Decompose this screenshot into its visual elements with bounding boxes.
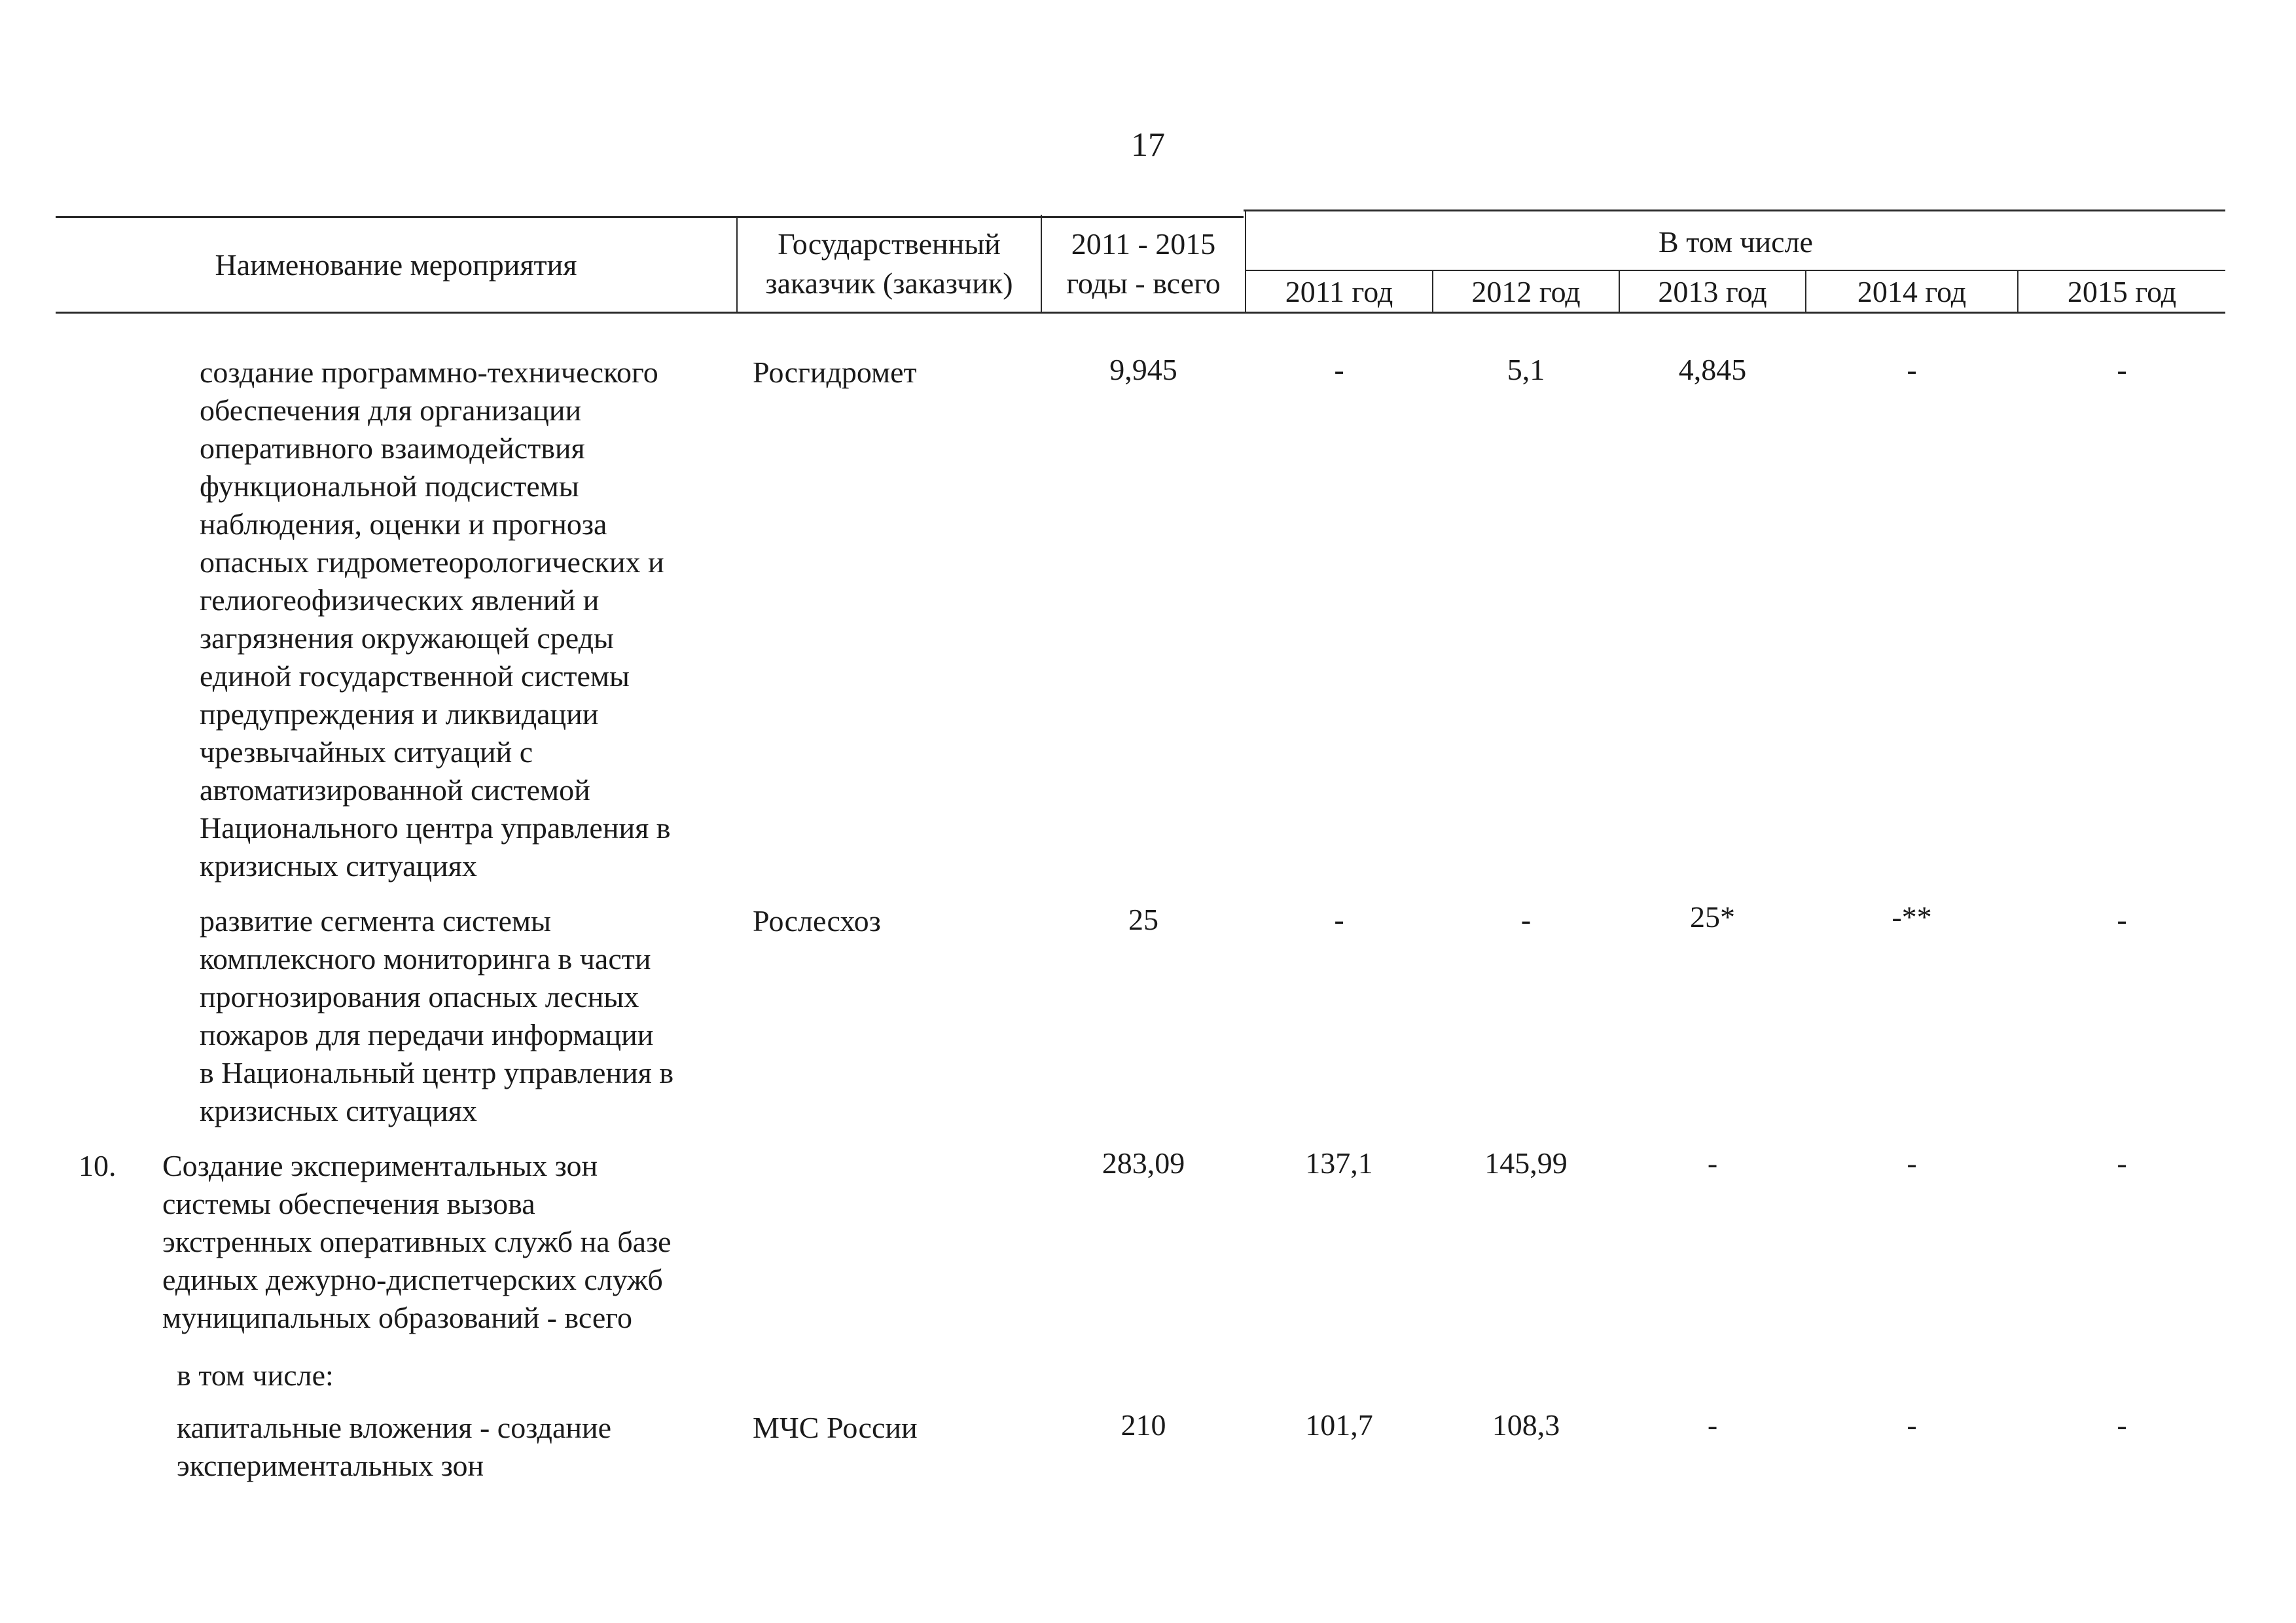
- header-year-2014: 2014 год: [1857, 275, 1967, 308]
- header-top-rule-left: [56, 216, 1244, 218]
- row-year-2011: -: [1334, 903, 1344, 936]
- row-year-2012: 145,99: [1484, 1146, 1568, 1180]
- row-description: капитальные вложения - создание экспериментальных зон: [177, 1411, 612, 1482]
- row-description: Создание экспериментальных зон системы обеспечения вызова экстренных оперативных служб на базе единых дежурно-диспетчерских служб муниципальных образований - всего: [162, 1149, 672, 1334]
- row-year-2012: 5,1: [1507, 353, 1545, 386]
- page-number: 17: [1131, 126, 1165, 164]
- row-year-2012: 108,3: [1492, 1408, 1560, 1442]
- row-description: создание программно-технического обеспечения для организации оперативного взаимодействия функциональной подсистемы наблюдения, оценки и прогноза опасных гидрометеорологических и гелиогеофизических явлений и загрязнения окружающей среды единой государственной системы предупреждения и ликвидации чрезвычайных ситуаций с автоматизированной системой Национального центра управления в кризисных ситуациях: [200, 356, 671, 883]
- row-description: развитие сегмента системы комплексного мониторинга в части прогнозирования опасных лесных пожаров для передачи информации в Национальный центр управления в кризисных ситуациях: [200, 904, 674, 1127]
- row-year-2015: -: [2117, 1146, 2127, 1180]
- row-year-2013: -: [1707, 1146, 1718, 1180]
- row-description: в том числе:: [177, 1359, 334, 1392]
- row-year-2013: -: [1707, 1408, 1718, 1442]
- header-year-2013: 2013 год: [1658, 275, 1767, 308]
- row-year-2011: -: [1334, 353, 1344, 386]
- row-total: 283,09: [1102, 1146, 1185, 1180]
- row-year-2013: 25*: [1690, 900, 1735, 934]
- header-bottom-rule: [56, 312, 2225, 314]
- header-year-2015: 2015 год: [2067, 275, 2177, 308]
- row-year-2015: -: [2117, 1408, 2127, 1442]
- header-top-rule: [1244, 210, 2225, 211]
- row-year-2014: -: [1907, 1146, 1917, 1180]
- row-year-2015: -: [2117, 353, 2127, 386]
- row-year-2014: -**: [1892, 900, 1932, 934]
- row-customer: Рослесхоз: [753, 904, 881, 938]
- header-customer-line1: Государственный: [778, 227, 1001, 261]
- row-year-2014: -: [1907, 1408, 1917, 1442]
- row-number: 10.: [79, 1149, 117, 1182]
- header-year-2012: 2012 год: [1471, 275, 1581, 308]
- header-including-rule: [1245, 270, 2225, 271]
- row-total: 210: [1121, 1408, 1166, 1442]
- row-year-2012: -: [1520, 903, 1532, 936]
- header-name: Наименование мероприятия: [215, 248, 577, 282]
- row-year-2011: 101,7: [1305, 1408, 1373, 1442]
- row-year-2011: 137,1: [1305, 1146, 1373, 1180]
- header-total-line2: годы - всего: [1066, 266, 1221, 300]
- header-total-line1: 2011 - 2015: [1071, 227, 1216, 261]
- row-year-2014: -: [1907, 353, 1917, 386]
- row-customer: Росгидромет: [753, 356, 917, 389]
- header-year-2011: 2011 год: [1285, 275, 1393, 308]
- row-total: 9,945: [1109, 353, 1177, 386]
- row-year-2013: 4,845: [1678, 353, 1747, 386]
- header-customer-line2: заказчик (заказчик): [765, 266, 1013, 300]
- row-total: 25: [1128, 903, 1158, 936]
- row-customer: МЧС России: [753, 1411, 918, 1444]
- row-year-2015: -: [2117, 903, 2127, 936]
- header-including: В том числе: [1659, 225, 1813, 259]
